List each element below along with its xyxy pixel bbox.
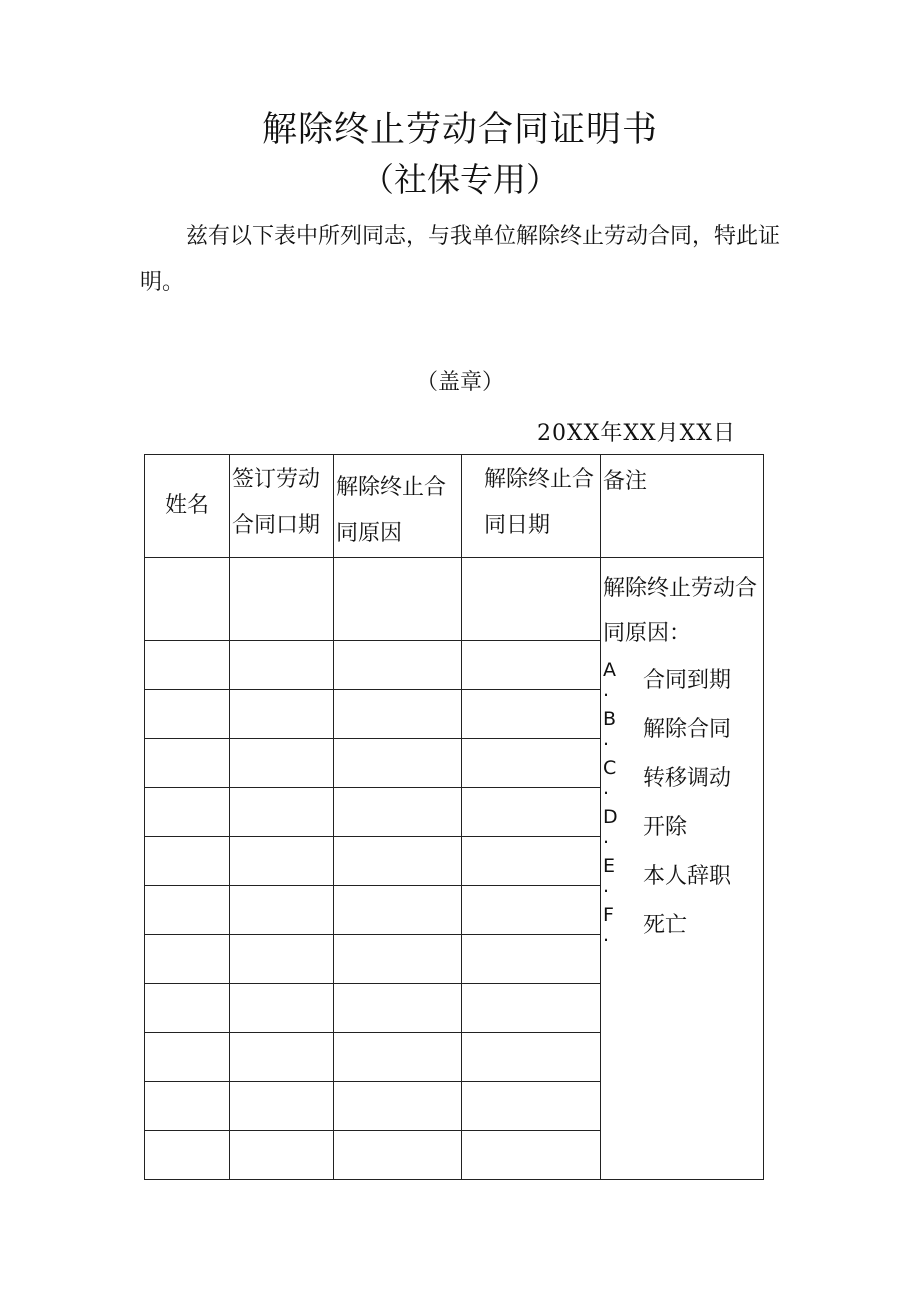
option-text: 解除合同 bbox=[643, 717, 732, 742]
cell-sign-date[interactable] bbox=[230, 641, 334, 690]
option-f bbox=[603, 901, 763, 950]
cell-reason[interactable] bbox=[334, 739, 462, 788]
cell-name[interactable] bbox=[145, 558, 230, 641]
cell-sign-date[interactable] bbox=[230, 886, 334, 935]
certification-text: 兹有以下表中所列同志，与我单位解除终止劳动合同，特此证明。 bbox=[140, 224, 781, 295]
cell-reason[interactable] bbox=[334, 1131, 462, 1180]
cell-end-date[interactable] bbox=[462, 935, 601, 984]
option-dot: . bbox=[603, 728, 610, 750]
cell-name[interactable] bbox=[145, 788, 230, 837]
option-e bbox=[603, 852, 763, 901]
header-remarks: 备注 bbox=[601, 455, 764, 558]
option-letter: F bbox=[603, 904, 614, 926]
cell-sign-date[interactable] bbox=[230, 690, 334, 739]
cell-end-date[interactable] bbox=[462, 690, 601, 739]
cell-name[interactable] bbox=[145, 641, 230, 690]
option-a bbox=[603, 656, 763, 705]
cell-name[interactable] bbox=[145, 1082, 230, 1131]
cell-end-date[interactable] bbox=[462, 837, 601, 886]
option-letter: A bbox=[603, 659, 616, 681]
cell-end-date[interactable] bbox=[462, 984, 601, 1033]
date-line: 20XX年XX月XX日 bbox=[537, 421, 736, 446]
option-dot: . bbox=[603, 924, 610, 946]
option-letter: C bbox=[603, 757, 617, 779]
option-d bbox=[603, 803, 763, 852]
header-end-date: 解除终止合同日期 bbox=[462, 455, 601, 558]
table-header-row bbox=[145, 455, 764, 558]
cell-reason[interactable] bbox=[334, 558, 462, 641]
option-letter: E bbox=[603, 855, 616, 877]
option-dot: . bbox=[603, 875, 610, 897]
cell-name[interactable] bbox=[145, 935, 230, 984]
option-letter: B bbox=[603, 708, 617, 730]
cell-end-date[interactable] bbox=[462, 788, 601, 837]
document-subtitle: （社保专用） bbox=[361, 160, 559, 199]
option-c bbox=[603, 754, 763, 803]
option-b bbox=[603, 705, 763, 754]
cell-end-date[interactable] bbox=[462, 1033, 601, 1082]
option-text: 开除 bbox=[643, 815, 688, 840]
cell-sign-date[interactable] bbox=[230, 837, 334, 886]
cell-reason[interactable] bbox=[334, 935, 462, 984]
option-dot: . bbox=[603, 777, 610, 799]
header-reason: 解除终止合同原因 bbox=[334, 455, 462, 558]
cell-sign-date[interactable] bbox=[230, 1082, 334, 1131]
remarks-cell bbox=[601, 558, 764, 1180]
option-dot: . bbox=[603, 826, 610, 848]
employee-table bbox=[144, 454, 764, 1180]
cell-sign-date[interactable] bbox=[230, 984, 334, 1033]
header-sign-date: 签订劳动合同口期 bbox=[230, 455, 334, 558]
cell-name[interactable] bbox=[145, 1033, 230, 1082]
option-text: 本人辞职 bbox=[643, 864, 732, 889]
cell-sign-date[interactable] bbox=[230, 935, 334, 984]
cell-reason[interactable] bbox=[334, 984, 462, 1033]
option-dot: . bbox=[603, 679, 610, 701]
cell-end-date[interactable] bbox=[462, 641, 601, 690]
cell-sign-date[interactable] bbox=[230, 1131, 334, 1180]
cell-reason[interactable] bbox=[334, 1082, 462, 1131]
header-name: 姓名 bbox=[145, 455, 230, 558]
cell-reason[interactable] bbox=[334, 1033, 462, 1082]
cell-sign-date[interactable] bbox=[230, 788, 334, 837]
cell-reason[interactable] bbox=[334, 690, 462, 739]
cell-name[interactable] bbox=[145, 984, 230, 1033]
document-title: 解除终止劳动合同证明书 bbox=[261, 110, 658, 150]
option-letter: D bbox=[603, 806, 618, 828]
cell-name[interactable] bbox=[145, 1131, 230, 1180]
notes-title: 解除终止劳动合同原因： bbox=[603, 576, 758, 646]
table-row bbox=[145, 558, 764, 641]
cell-name[interactable] bbox=[145, 837, 230, 886]
cell-end-date[interactable] bbox=[462, 1082, 601, 1131]
cell-end-date[interactable] bbox=[462, 739, 601, 788]
cell-reason[interactable] bbox=[334, 837, 462, 886]
cell-sign-date[interactable] bbox=[230, 1033, 334, 1082]
cell-reason[interactable] bbox=[334, 886, 462, 935]
cell-sign-date[interactable] bbox=[230, 739, 334, 788]
cell-end-date[interactable] bbox=[462, 886, 601, 935]
option-text: 合同到期 bbox=[643, 668, 732, 693]
cell-end-date[interactable] bbox=[462, 1131, 601, 1180]
cell-name[interactable] bbox=[145, 739, 230, 788]
seal-label: （盖章） bbox=[415, 370, 504, 395]
option-text: 死亡 bbox=[643, 913, 688, 938]
cell-sign-date[interactable] bbox=[230, 558, 334, 641]
cell-name[interactable] bbox=[145, 886, 230, 935]
cell-reason[interactable] bbox=[334, 788, 462, 837]
cell-end-date[interactable] bbox=[462, 558, 601, 641]
option-text: 转移调动 bbox=[643, 766, 732, 791]
cell-reason[interactable] bbox=[334, 641, 462, 690]
cell-name[interactable] bbox=[145, 690, 230, 739]
